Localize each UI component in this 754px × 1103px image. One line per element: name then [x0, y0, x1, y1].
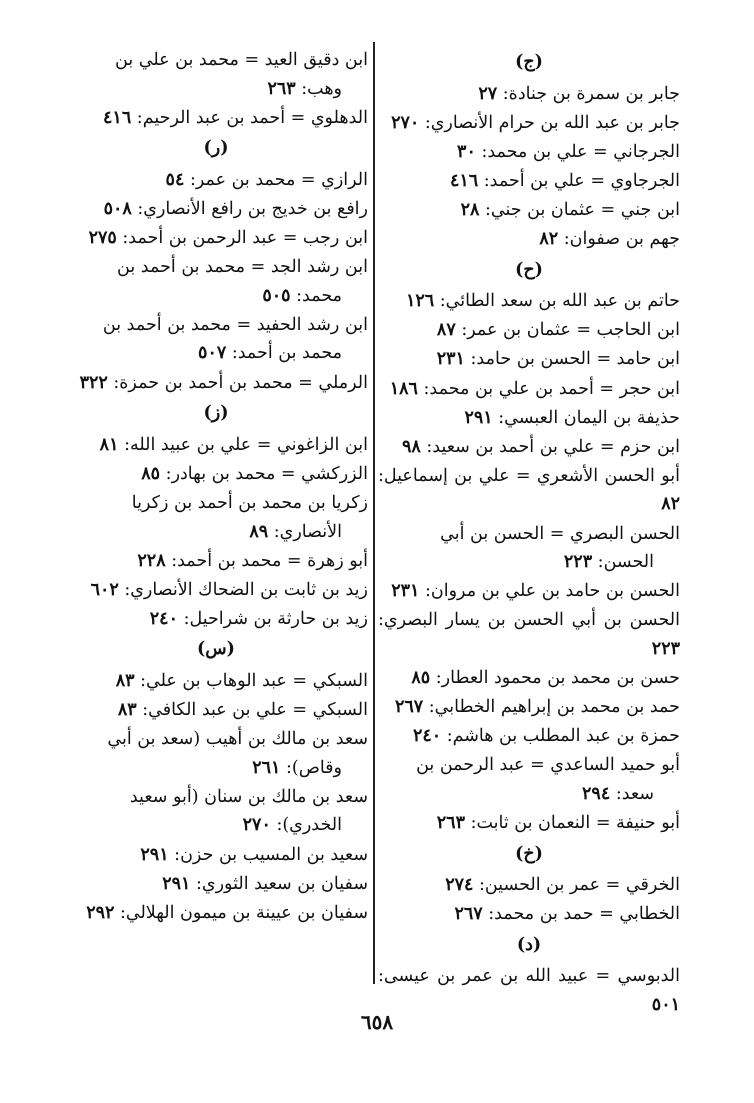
entry-page-number: ٩٨	[401, 436, 421, 457]
entry-page-number: ٢٧	[478, 83, 498, 104]
entry-name: ابن حجر = أحمد بن علي بن محمد:	[423, 378, 680, 399]
index-entry	[64, 460, 368, 489]
entry-name: زكريا بن محمد بن أحمد بن زكريا	[131, 492, 368, 513]
index-entry	[64, 489, 368, 546]
index-entry	[64, 899, 368, 928]
index-entry	[378, 693, 680, 722]
index-entry	[64, 369, 368, 398]
index-entry	[378, 167, 680, 196]
entry-name: زيد بن حارثة بن شراحيل:	[183, 608, 368, 629]
left-column	[64, 46, 368, 928]
entry-name: سعد بن مالك بن سنان (أبو سعيد	[129, 786, 368, 807]
index-entry	[378, 138, 680, 167]
section-letter: (ز)	[203, 403, 229, 424]
entry-page-number: ٨٩	[249, 521, 269, 542]
entry-continuation	[64, 282, 368, 311]
entry-page-number: ٢٩١	[162, 873, 191, 894]
index-entry	[64, 195, 368, 224]
page-number: ٦٥٨	[360, 1010, 394, 1034]
index-entry	[378, 462, 680, 519]
entry-name: حمد بن محمد بن إبراهيم الخطابي:	[428, 697, 680, 718]
entry-page-number: ٥٠٥	[262, 285, 291, 306]
index-entry	[64, 224, 368, 253]
entry-name: أبو حميد الساعدي = عبد الرحمن بن	[416, 755, 680, 776]
section-letter: (ر)	[203, 138, 229, 159]
entry-name: الخطابي = حمد بن محمد:	[488, 904, 680, 925]
index-entry	[378, 433, 680, 462]
index-entry	[64, 783, 368, 840]
entry-continuation	[64, 339, 368, 368]
entry-continuation	[64, 75, 368, 104]
entry-name: أبو زهرة = محمد بن أحمد:	[171, 550, 368, 571]
index-entry	[378, 80, 680, 109]
entry-name: ابن الزاغوني = علي بن عبيد الله:	[124, 434, 368, 455]
entry-name: رافع بن خديج بن رافع الأنصاري:	[137, 198, 368, 219]
entry-page-number: ٢٦١	[252, 757, 281, 778]
entry-page-number: ٨٣	[117, 700, 137, 721]
entry-continuation-text: الأنصاري:	[273, 521, 342, 542]
entry-continuation	[378, 548, 680, 577]
entry-page-number: ٢٨	[460, 199, 480, 220]
entry-name: أبو الحسن الأشعري = علي بن إسماعيل:	[378, 465, 680, 486]
entry-name: الجرجاني = علي بن محمد:	[481, 141, 680, 162]
index-entry	[378, 809, 680, 838]
entry-page-number: ٢٧٥	[88, 228, 117, 249]
entry-continuation-text: وهب:	[301, 78, 342, 99]
entry-page-number: ٣٢٢	[79, 372, 108, 393]
entry-page-number: ٢٣١	[391, 581, 420, 602]
entry-name: ابن رشد الجد = محمد بن أحمد بن	[117, 257, 368, 278]
index-entry	[378, 316, 680, 345]
entry-page-number: ٥٠١	[651, 995, 680, 1015]
index-entry	[64, 547, 368, 576]
column-divider	[373, 42, 375, 984]
index-entry	[378, 871, 680, 900]
entry-name: سفيان بن سعيد الثوري:	[196, 873, 368, 894]
entry-page-number: ٢٦٣	[436, 812, 465, 833]
section-letter: (خ)	[515, 843, 543, 864]
entry-name: السبكي = عبد الوهاب بن علي:	[140, 670, 368, 691]
index-entry	[64, 576, 368, 605]
entry-name: سعد بن مالك بن أهيب (سعد بن أبي	[107, 729, 368, 750]
entry-name: الزركشي = محمد بن بهادر:	[165, 463, 368, 484]
entry-page-number: ٢٩٢	[86, 902, 115, 923]
section-letter: (ج)	[515, 52, 543, 72]
entry-page-number: ٢٦٣	[267, 78, 296, 99]
entry-page-number: ٨٢	[539, 229, 559, 250]
index-entry	[64, 696, 368, 725]
entry-page-number: ٢٦٧	[394, 697, 424, 718]
entry-continuation-text: محمد:	[296, 285, 342, 306]
index-entry	[378, 900, 680, 929]
index-entry	[378, 225, 680, 254]
entry-continuation-text: الحسن:	[597, 552, 654, 573]
entry-page-number: ٤١٦	[103, 107, 132, 128]
entry-name: جابر بن عبد الله بن حرام الأنصاري:	[424, 112, 680, 133]
index-entry	[378, 520, 680, 577]
entry-page-number: ٢٧٤	[445, 875, 474, 896]
section-letter: (س)	[197, 639, 235, 660]
entry-name: الحسن بن حامد بن علي بن مروان:	[425, 581, 680, 602]
entry-name: الرازي = محمد بن عمر:	[189, 169, 368, 190]
index-entry	[64, 841, 368, 870]
entry-page-number: ٨٥	[411, 667, 431, 688]
section-letter: (ح)	[515, 259, 543, 280]
right-column	[378, 46, 680, 1020]
entry-name: جابر بن سمرة بن جنادة:	[502, 83, 680, 104]
index-entry	[378, 606, 680, 663]
entry-continuation-text: وقاص):	[285, 757, 342, 778]
entry-name: الخرقي = عمر بن الحسين:	[478, 875, 680, 896]
index-entry	[64, 431, 368, 460]
index-entry	[64, 605, 368, 634]
entry-page-number: ٢٩١	[140, 844, 169, 865]
entry-name: ابن دقيق العيد = محمد بن علي بن	[115, 50, 368, 70]
entry-page-number: ٤١٦	[449, 170, 479, 191]
entry-name: الدبوسي = عبيد الله بن عمر بن عيسى:	[378, 966, 680, 987]
entry-name: حمزة بن عبد المطلب بن هاشم:	[446, 726, 680, 747]
entry-page-number: ٢٤٠	[412, 726, 442, 747]
index-entry	[64, 104, 368, 133]
index-entry	[64, 166, 368, 195]
entry-page-number: ٨٥	[141, 463, 161, 484]
entry-name: سفيان بن عيينة بن ميمون الهلالي:	[119, 902, 368, 923]
index-entry	[64, 253, 368, 310]
index-entry	[378, 345, 680, 374]
entry-name: ابن حامد = الحسن بن حامد:	[470, 349, 680, 370]
entry-name: الحسن البصري = الحسن بن أبي	[440, 523, 680, 544]
index-entry	[378, 196, 680, 225]
entry-name: حذيفة بن اليمان العبسي:	[498, 407, 680, 428]
index-entry	[378, 404, 680, 433]
entry-page-number: ٢٢٣	[563, 552, 593, 573]
entry-continuation-text: سعد:	[615, 783, 654, 804]
entry-page-number: ٢٦٧	[454, 904, 483, 925]
index-entry	[64, 725, 368, 782]
entry-page-number: ٦٠٢	[90, 579, 119, 600]
entry-page-number: ١٨٦	[389, 378, 418, 399]
entry-name: أبو حنيفة = النعمان بن ثابت:	[470, 812, 680, 833]
entry-page-number: ٢٧٠	[242, 815, 271, 836]
entry-continuation	[64, 754, 368, 783]
entry-page-number: ٢٩٤	[582, 783, 611, 804]
index-entry	[378, 375, 680, 404]
entry-continuation-text: الخدري):	[276, 815, 342, 836]
index-entry	[378, 722, 680, 751]
entry-page-number: ٥٠٧	[198, 343, 227, 364]
index-entry	[378, 287, 680, 316]
index-entry	[64, 311, 368, 368]
entry-continuation	[378, 780, 680, 809]
entry-continuation	[64, 518, 368, 547]
entry-name: زيد بن ثابت بن الضحاك الأنصاري:	[124, 579, 368, 600]
entry-name: سعيد بن المسيب بن حزن:	[174, 844, 368, 865]
entry-name: الرملي = محمد بن أحمد بن حمزة:	[113, 372, 368, 393]
entry-page-number: ٢٢٨	[137, 550, 166, 571]
index-entry	[64, 667, 368, 696]
entry-name: ابن جني = عثمان بن جني:	[484, 199, 680, 220]
entry-name: جهم بن صفوان:	[563, 229, 680, 250]
entry-page-number: ٢٤٠	[149, 608, 178, 629]
entry-page-number: ٥٠٨	[103, 198, 132, 219]
entry-name: حسن بن محمد بن محمود العطار:	[435, 667, 680, 688]
index-entry	[378, 751, 680, 808]
entry-name: السبكي = علي بن عبد الكافي:	[142, 700, 368, 721]
entry-page-number: ٢٣١	[436, 349, 465, 370]
entry-page-number: ٢٢٣	[651, 638, 680, 659]
entry-name: الحسن بن أبي الحسن بن يسار البصري:	[378, 610, 680, 631]
entry-continuation-text: محمد بن أحمد:	[231, 343, 342, 364]
entry-page-number: ٣٠	[457, 141, 476, 162]
index-entry	[378, 577, 680, 606]
entry-page-number: ٨٣	[115, 670, 135, 691]
entry-continuation	[64, 811, 368, 840]
index-entry	[378, 109, 680, 138]
entry-page-number: ٨٧	[436, 320, 456, 341]
entry-name: حاتم بن عبد الله بن سعد الطائي:	[439, 291, 680, 312]
entry-name: ابن حزم = علي بن أحمد بن سعيد:	[426, 436, 680, 457]
entry-page-number: ٥٤	[165, 169, 185, 190]
entry-page-number: ٨١	[99, 434, 119, 455]
entry-name: ابن الحاجب = عثمان بن عمر:	[461, 320, 680, 341]
entry-page-number: ٢٩١	[464, 407, 493, 428]
entry-page-number: ٢٧٠	[391, 112, 420, 133]
entry-name: ابن رشد الحفيد = محمد بن أحمد بن	[102, 314, 368, 335]
index-entry	[378, 664, 680, 693]
section-letter: (د)	[516, 934, 542, 955]
entry-name: الجرجاوي = علي بن أحمد:	[483, 170, 680, 191]
entry-name: ابن رجب = عبد الرحمن بن أحمد:	[122, 228, 368, 249]
index-entry	[64, 46, 368, 103]
index-entry	[64, 870, 368, 899]
entry-page-number: ٨٢	[661, 494, 680, 515]
entry-name: الدهلوي = أحمد بن عبد الرحيم:	[136, 107, 368, 128]
entry-page-number: ١٢٦	[405, 291, 435, 312]
